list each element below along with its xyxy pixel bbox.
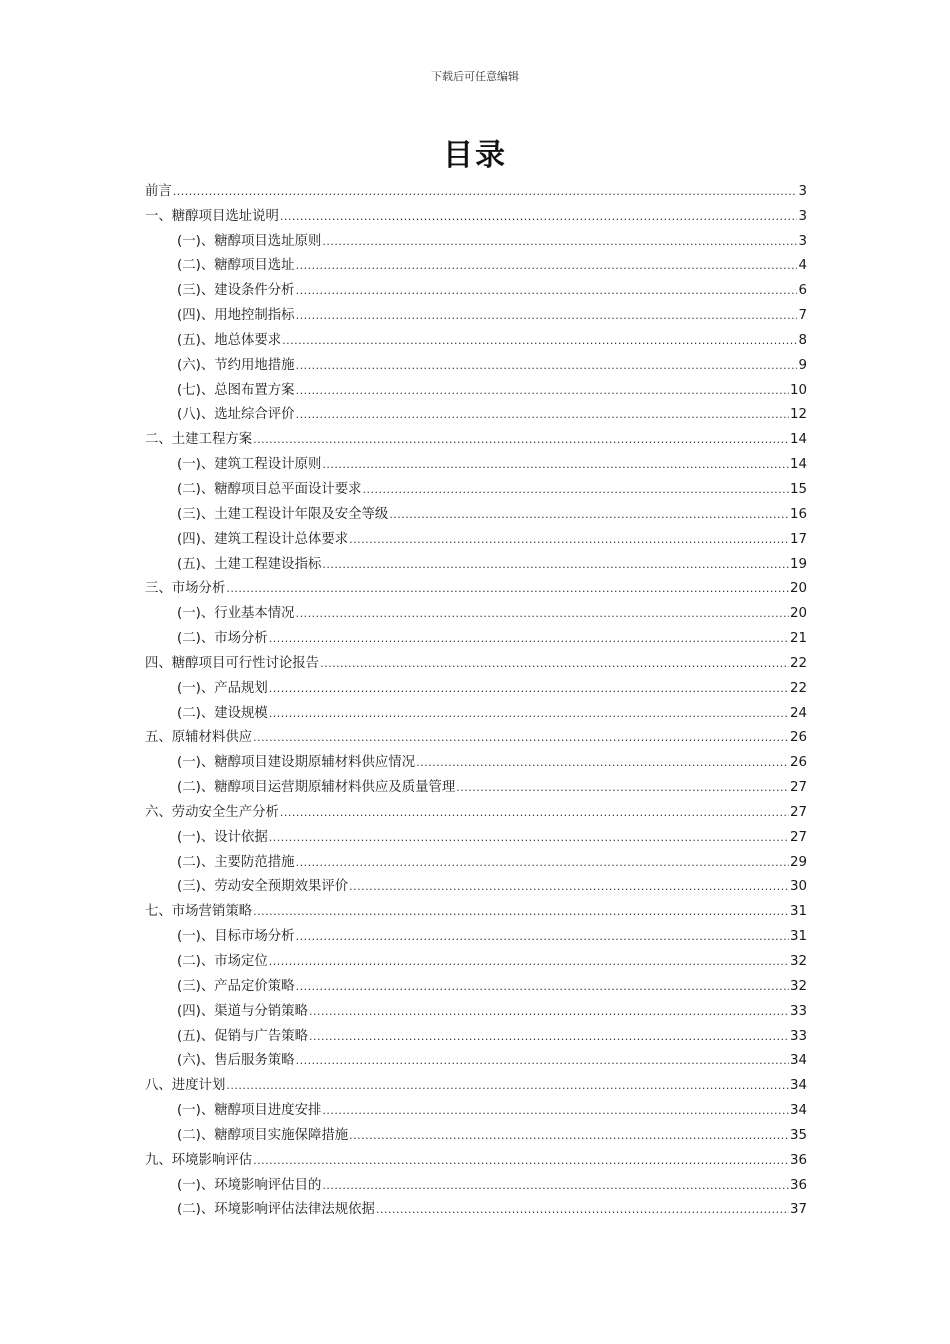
- toc-page-number: 31: [789, 929, 807, 945]
- toc-entry-label: (四)、用地控制指标: [177, 308, 295, 324]
- toc-leader-dots: [269, 706, 789, 722]
- toc-page-number: 30: [789, 879, 807, 895]
- toc-page-number: 8: [798, 332, 807, 348]
- toc-leader-dots: [296, 929, 789, 945]
- toc-entry-label: (二)、糖醇项目选址: [177, 258, 295, 274]
- toc-leader-dots: [363, 482, 789, 498]
- toc-subentry[interactable]: [145, 349, 807, 374]
- toc-entry[interactable]: [145, 175, 807, 200]
- toc-entry-label: (一)、糖醇项目进度安排: [177, 1103, 322, 1119]
- toc-page-number: 36: [789, 1152, 807, 1168]
- toc-subentry[interactable]: [145, 672, 807, 697]
- table-of-contents: [145, 175, 807, 1218]
- toc-subentry[interactable]: [145, 523, 807, 548]
- toc-entry-label: 九、环境影响评估: [145, 1152, 253, 1168]
- toc-subentry[interactable]: [145, 871, 807, 896]
- toc-page-number: 21: [789, 631, 807, 647]
- toc-leader-dots: [456, 780, 789, 796]
- toc-subentry[interactable]: [145, 1045, 807, 1070]
- toc-leader-dots: [296, 979, 789, 995]
- toc-leader-dots: [269, 631, 789, 647]
- toc-page-number: 20: [789, 581, 807, 597]
- toc-subentry[interactable]: [145, 1169, 807, 1194]
- toc-subentry[interactable]: [145, 225, 807, 250]
- toc-page-number: 24: [789, 705, 807, 721]
- toc-leader-dots: [253, 904, 789, 920]
- toc-page-number: 29: [789, 854, 807, 870]
- toc-leader-dots: [320, 656, 789, 672]
- toc-subentry[interactable]: [145, 324, 807, 349]
- toc-entry-label: (一)、行业基本情况: [177, 606, 295, 622]
- toc-entry-label: 前言: [145, 183, 172, 199]
- toc-page-number: 10: [789, 382, 807, 398]
- toc-entry-label: (一)、目标市场分析: [177, 929, 295, 945]
- toc-entry-label: (四)、渠道与分销策略: [177, 1003, 308, 1019]
- toc-page-number: 33: [789, 1028, 807, 1044]
- toc-subentry[interactable]: [145, 473, 807, 498]
- toc-page-number: 27: [789, 804, 807, 820]
- toc-leader-dots: [296, 283, 798, 299]
- toc-subentry[interactable]: [145, 498, 807, 523]
- toc-entry-label: (八)、选址综合评价: [177, 407, 295, 423]
- toc-leader-dots: [253, 1153, 789, 1169]
- toc-page-number: 4: [798, 258, 807, 274]
- toc-leader-dots: [349, 532, 789, 548]
- toc-leader-dots: [322, 1178, 789, 1194]
- toc-leader-dots: [322, 557, 789, 573]
- toc-leader-dots: [296, 308, 798, 324]
- toc-subentry[interactable]: [145, 448, 807, 473]
- toc-subentry[interactable]: [145, 1119, 807, 1144]
- toc-entry-label: (五)、促销与广告策略: [177, 1028, 308, 1044]
- toc-page-number: 26: [789, 730, 807, 746]
- toc-subentry[interactable]: [145, 622, 807, 647]
- toc-entry[interactable]: [145, 1069, 807, 1094]
- toc-entry[interactable]: [145, 796, 807, 821]
- toc-page-number: 3: [798, 208, 807, 224]
- toc-entry[interactable]: [145, 1144, 807, 1169]
- toc-leader-dots: [322, 457, 789, 473]
- toc-subentry[interactable]: [145, 771, 807, 796]
- toc-page-number: 32: [789, 978, 807, 994]
- toc-subentry[interactable]: [145, 250, 807, 275]
- toc-subentry[interactable]: [145, 846, 807, 871]
- toc-page-number: 31: [789, 904, 807, 920]
- toc-subentry[interactable]: [145, 274, 807, 299]
- toc-entry[interactable]: [145, 573, 807, 598]
- toc-page-number: 3: [798, 183, 807, 199]
- toc-entry-label: (五)、土建工程建设指标: [177, 556, 322, 572]
- header-note: 下载后可任意编辑: [431, 70, 519, 83]
- toc-page-number: 34: [789, 1053, 807, 1069]
- toc-leader-dots: [309, 1029, 789, 1045]
- toc-entry-label: (一)、环境影响评估目的: [177, 1177, 322, 1193]
- toc-entry[interactable]: [145, 423, 807, 448]
- toc-leader-dots: [269, 954, 789, 970]
- toc-entry-label: 五、原辅材料供应: [145, 730, 253, 746]
- toc-entry-label: 二、土建工程方案: [145, 432, 253, 448]
- toc-leader-dots: [226, 1078, 789, 1094]
- toc-leader-dots: [296, 1053, 789, 1069]
- toc-entry[interactable]: [145, 895, 807, 920]
- toc-entry-label: (三)、土建工程设计年限及安全等级: [177, 506, 389, 522]
- toc-subentry[interactable]: [145, 945, 807, 970]
- toc-subentry[interactable]: [145, 399, 807, 424]
- toc-entry-label: (六)、节约用地措施: [177, 357, 295, 373]
- toc-entry-label: (一)、建筑工程设计原则: [177, 457, 322, 473]
- toc-page-number: 19: [789, 556, 807, 572]
- toc-leader-dots: [349, 879, 789, 895]
- toc-page-number: 22: [789, 655, 807, 671]
- toc-leader-dots: [296, 258, 798, 274]
- toc-leader-dots: [296, 383, 789, 399]
- toc-entry[interactable]: [145, 722, 807, 747]
- toc-subentry[interactable]: [145, 821, 807, 846]
- toc-entry-label: (一)、产品规划: [177, 680, 268, 696]
- toc-page-number: 26: [789, 755, 807, 771]
- toc-entry-label: (四)、建筑工程设计总体要求: [177, 531, 349, 547]
- toc-leader-dots: [280, 209, 798, 225]
- toc-entry-label: 一、糖醇项目选址说明: [145, 208, 279, 224]
- toc-page-number: 6: [798, 283, 807, 299]
- toc-page-number: 22: [789, 680, 807, 696]
- toc-subentry[interactable]: [145, 746, 807, 771]
- toc-page-number: 33: [789, 1003, 807, 1019]
- toc-leader-dots: [376, 1202, 789, 1218]
- toc-entry-label: (一)、设计依据: [177, 829, 268, 845]
- toc-subentry[interactable]: [145, 995, 807, 1020]
- toc-page-number: 32: [789, 954, 807, 969]
- toc-leader-dots: [173, 184, 798, 200]
- toc-leader-dots: [322, 1103, 789, 1119]
- toc-subentry[interactable]: [145, 1194, 807, 1219]
- toc-subentry[interactable]: [145, 970, 807, 995]
- toc-page-number: 7: [798, 308, 807, 324]
- toc-entry-label: (二)、糖醇项目总平面设计要求: [177, 481, 362, 497]
- toc-leader-dots: [269, 830, 789, 846]
- toc-entry[interactable]: [145, 200, 807, 225]
- toc-entry-label: (二)、市场分析: [177, 631, 268, 647]
- toc-entry-label: 七、市场营销策略: [145, 904, 253, 920]
- toc-entry-label: (三)、产品定价策略: [177, 978, 295, 994]
- toc-entry-label: (五)、地总体要求: [177, 332, 282, 348]
- toc-leader-dots: [416, 755, 789, 771]
- toc-leader-dots: [296, 606, 789, 622]
- toc-leader-dots: [226, 581, 789, 597]
- toc-entry-label: (二)、市场定位: [177, 954, 268, 969]
- toc-leader-dots: [253, 730, 789, 746]
- toc-entry-label: (七)、总图布置方案: [177, 382, 295, 398]
- toc-subentry[interactable]: [145, 920, 807, 945]
- toc-page-number: 14: [789, 432, 807, 448]
- toc-page-number: 34: [789, 1078, 807, 1094]
- toc-subentry[interactable]: [145, 1020, 807, 1045]
- toc-leader-dots: [269, 681, 789, 697]
- toc-leader-dots: [296, 855, 789, 871]
- toc-subentry[interactable]: [145, 299, 807, 324]
- toc-leader-dots: [322, 234, 797, 250]
- toc-entry-label: (二)、主要防范措施: [177, 854, 295, 870]
- toc-entry-label: (三)、劳动安全预期效果评价: [177, 879, 349, 895]
- toc-entry-label: (三)、建设条件分析: [177, 283, 295, 299]
- toc-leader-dots: [296, 407, 789, 423]
- toc-leader-dots: [309, 1004, 789, 1020]
- toc-entry[interactable]: [145, 647, 807, 672]
- toc-leader-dots: [349, 1128, 789, 1144]
- toc-page-number: 16: [789, 506, 807, 522]
- toc-subentry[interactable]: [145, 597, 807, 622]
- toc-leader-dots: [296, 358, 798, 374]
- page-title: 目录: [443, 138, 507, 173]
- toc-leader-dots: [389, 507, 789, 523]
- toc-page-number: 20: [789, 606, 807, 622]
- toc-subentry[interactable]: [145, 374, 807, 399]
- toc-page-number: 3: [798, 233, 807, 249]
- toc-page-number: 9: [798, 357, 807, 373]
- toc-entry-label: (二)、糖醇项目实施保障措施: [177, 1127, 349, 1143]
- toc-page-number: 17: [789, 531, 807, 547]
- toc-entry-label: 六、劳动安全生产分析: [145, 804, 279, 820]
- toc-leader-dots: [280, 805, 789, 821]
- toc-subentry[interactable]: [145, 1094, 807, 1119]
- toc-leader-dots: [253, 432, 789, 448]
- toc-page-number: 37: [789, 1202, 807, 1218]
- toc-page-number: 27: [789, 780, 807, 796]
- toc-subentry[interactable]: [145, 548, 807, 573]
- toc-entry-label: (一)、糖醇项目选址原则: [177, 233, 322, 249]
- toc-page-number: 12: [789, 407, 807, 423]
- toc-entry-label: (六)、售后服务策略: [177, 1053, 295, 1069]
- toc-entry-label: (二)、糖醇项目运营期原辅材料供应及质量管理: [177, 780, 456, 796]
- toc-entry-label: 八、进度计划: [145, 1078, 226, 1094]
- toc-entry-label: (一)、糖醇项目建设期原辅材料供应情况: [177, 755, 416, 771]
- toc-page-number: 14: [789, 457, 807, 473]
- toc-page-number: 27: [789, 829, 807, 845]
- toc-page-number: 15: [789, 481, 807, 497]
- toc-entry-label: 三、市场分析: [145, 581, 226, 597]
- toc-entry-label: 四、糖醇项目可行性讨论报告: [145, 655, 320, 671]
- toc-entry-label: (二)、建设规模: [177, 705, 268, 721]
- toc-entry-label: (二)、环境影响评估法律法规依据: [177, 1202, 375, 1218]
- toc-page-number: 36: [789, 1177, 807, 1193]
- toc-leader-dots: [282, 333, 797, 349]
- toc-page-number: 34: [789, 1103, 807, 1119]
- toc-page-number: 35: [789, 1127, 807, 1143]
- toc-subentry[interactable]: [145, 697, 807, 722]
